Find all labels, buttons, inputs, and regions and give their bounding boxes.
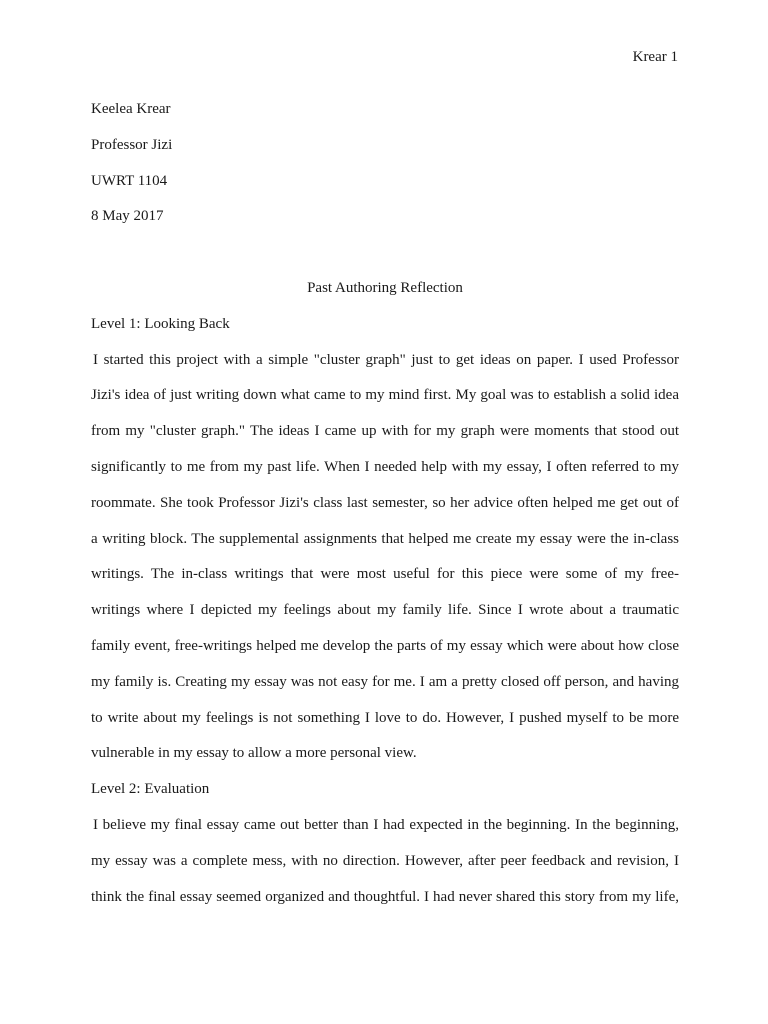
document-body bbox=[91, 92, 679, 915]
course-code: UWRT 1104 bbox=[91, 172, 168, 189]
paragraph-line: writings where I depicted my feelings about my family life. Since I wrote about a traumatic bbox=[91, 602, 679, 619]
section-heading: Level 1: Looking Back bbox=[91, 315, 230, 332]
paragraph-line: family event, free-writings helped me develop the parts of my essay which were about how close bbox=[91, 637, 679, 654]
author-name: Keelea Krear bbox=[91, 101, 171, 117]
paragraph-line: writings. The in-class writings that were most useful for this piece were some of my free- bbox=[91, 566, 679, 583]
paragraph-line: I believe my final essay came out better than I had expected in the beginning. In the beginning, bbox=[93, 816, 679, 833]
paragraph-line: my essay was a complete mess, with no direction. However, after peer feedback and revision, I bbox=[91, 852, 679, 869]
paragraph-line: Jizi's idea of just writing down what came to my mind first. My goal was to establish a solid idea bbox=[91, 387, 679, 404]
spacer bbox=[91, 235, 679, 271]
paragraph-line: my family is. Creating my essay was not easy for me. I am a pretty closed off person, and having bbox=[91, 673, 679, 690]
section-heading: Level 2: Evaluation bbox=[91, 781, 210, 798]
paragraph-line: I started this project with a simple "cluster graph" just to get ideas on paper. I used Professor bbox=[93, 351, 679, 368]
paragraph-line: roommate. She took Professor Jizi's class last semester, so her advice often helped me get out of bbox=[91, 494, 679, 511]
paragraph-line: a writing block. The supplemental assignments that helped me create my essay were the in-class bbox=[91, 530, 679, 547]
document-title: Past Authoring Reflection bbox=[307, 279, 463, 296]
paragraph-line: think the final essay seemed organized and thoughtful. I had never shared this story from my life, bbox=[91, 888, 679, 905]
paragraph-line: vulnerable in my essay to allow a more personal view. bbox=[91, 745, 417, 762]
paragraph-line: significantly to me from my past life. When I needed help with my essay, I often referred to my bbox=[91, 458, 679, 475]
running-head: Krear 1 bbox=[632, 49, 678, 65]
professor-name: Professor Jizi bbox=[91, 136, 173, 153]
document-date: 8 May 2017 bbox=[91, 208, 164, 225]
paragraph-line: from my "cluster graph." The ideas I came up with for my graph were moments that stood out bbox=[91, 423, 679, 440]
paragraph-line: to write about my feelings is not something I love to do. However, I pushed myself to be more bbox=[91, 709, 679, 726]
